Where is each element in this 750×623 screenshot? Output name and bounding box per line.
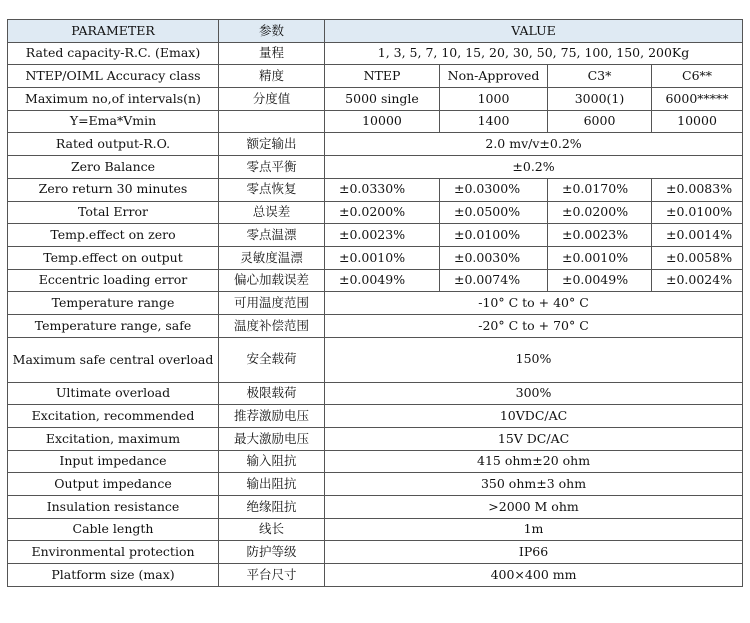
value-cell: 3000(1) — [548, 88, 652, 111]
value-cell: 10VDC/AC — [325, 405, 743, 428]
value-cell: ±0.0100% — [440, 224, 548, 247]
parameter-name-cn: 平台尺寸 — [219, 564, 325, 587]
value-cell: C6** — [652, 65, 743, 88]
parameter-name-cn: 零点恢复 — [219, 178, 325, 201]
parameter-name-cn: 灵敏度温漂 — [219, 246, 325, 269]
spec-row — [8, 428, 743, 451]
parameter-name-cn: 总误差 — [219, 201, 325, 224]
value-cell: ±0.0170% — [548, 178, 652, 201]
value-cell: -20° C to + 70° C — [325, 314, 743, 337]
spec-row — [8, 201, 743, 224]
spec-row — [8, 224, 743, 247]
spec-row — [8, 337, 743, 382]
spec-row — [8, 269, 743, 292]
parameter-name-cn: 温度补偿范围 — [219, 314, 325, 337]
spec-row — [8, 473, 743, 496]
parameter-name-cn: 零点温漂 — [219, 224, 325, 247]
parameter-name-cn — [219, 110, 325, 133]
spec-row — [8, 65, 743, 88]
parameter-name: Eccentric loading error — [8, 269, 219, 292]
parameter-name: Maximum no,of intervals(n) — [8, 88, 219, 111]
value-cell: 400×400 mm — [325, 564, 743, 587]
parameter-name: Maximum safe central overload — [8, 337, 219, 382]
parameter-name-cn: 量程 — [219, 42, 325, 65]
parameter-name: Total Error — [8, 201, 219, 224]
value-cell: 10000 — [325, 110, 440, 133]
spec-row — [8, 178, 743, 201]
value-cell: 300% — [325, 382, 743, 405]
value-cell: 2.0 mv/v±0.2% — [325, 133, 743, 156]
value-cell: 415 ohm±20 ohm — [325, 450, 743, 473]
value-cell: 150% — [325, 337, 743, 382]
spec-row — [8, 110, 743, 133]
spec-row — [8, 156, 743, 179]
spec-row — [8, 382, 743, 405]
parameter-name: Temperature range — [8, 292, 219, 315]
value-cell: ±0.0049% — [548, 269, 652, 292]
parameter-name-cn: 极限载荷 — [219, 382, 325, 405]
spec-row — [8, 405, 743, 428]
header-cn: 参数 — [219, 20, 325, 43]
parameter-name: Zero return 30 minutes — [8, 178, 219, 201]
parameter-name: Y=Ema*Vmin — [8, 110, 219, 133]
value-cell: ±0.0200% — [548, 201, 652, 224]
parameter-name: Input impedance — [8, 450, 219, 473]
value-cell: ±0.0083% — [652, 178, 743, 201]
spec-row — [8, 133, 743, 156]
parameter-name: Rated output-R.O. — [8, 133, 219, 156]
parameter-name-cn: 推荐激励电压 — [219, 405, 325, 428]
spec-table — [7, 19, 743, 587]
spec-row — [8, 496, 743, 519]
parameter-name: Temp.effect on output — [8, 246, 219, 269]
value-cell: 1m — [325, 518, 743, 541]
spec-row — [8, 450, 743, 473]
value-cell: ±0.0010% — [548, 246, 652, 269]
parameter-name-cn: 输入阻抗 — [219, 450, 325, 473]
value-cell: ±0.0300% — [440, 178, 548, 201]
spec-row — [8, 541, 743, 564]
parameter-name-cn: 精度 — [219, 65, 325, 88]
parameter-name: Ultimate overload — [8, 382, 219, 405]
spec-row — [8, 42, 743, 65]
parameter-name: Zero Balance — [8, 156, 219, 179]
header-row — [8, 20, 743, 43]
header-value: VALUE — [325, 20, 743, 43]
parameter-name: Cable length — [8, 518, 219, 541]
value-cell: ±0.0074% — [440, 269, 548, 292]
parameter-name-cn: 输出阻抗 — [219, 473, 325, 496]
spec-row — [8, 314, 743, 337]
value-cell: 6000 — [548, 110, 652, 133]
value-cell: >2000 M ohm — [325, 496, 743, 519]
parameter-name: Excitation, maximum — [8, 428, 219, 451]
value-cell: 10000 — [652, 110, 743, 133]
parameter-name-cn: 防护等级 — [219, 541, 325, 564]
parameter-name-cn: 可用温度范围 — [219, 292, 325, 315]
value-cell: ±0.0023% — [548, 224, 652, 247]
spec-row — [8, 564, 743, 587]
parameter-name: Rated capacity-R.C. (Emax) — [8, 42, 219, 65]
value-cell: ±0.0010% — [325, 246, 440, 269]
spec-table-body — [8, 20, 743, 587]
value-cell: 1000 — [440, 88, 548, 111]
spec-row — [8, 518, 743, 541]
value-cell: 5000 single — [325, 88, 440, 111]
value-cell: ±0.0200% — [325, 201, 440, 224]
parameter-name: Temp.effect on zero — [8, 224, 219, 247]
value-cell: ±0.2% — [325, 156, 743, 179]
spec-row — [8, 88, 743, 111]
value-cell: IP66 — [325, 541, 743, 564]
parameter-name-cn: 安全载荷 — [219, 337, 325, 382]
parameter-name: NTEP/OIML Accuracy class — [8, 65, 219, 88]
parameter-name: Insulation resistance — [8, 496, 219, 519]
value-cell: NTEP — [325, 65, 440, 88]
parameter-name: Environmental protection — [8, 541, 219, 564]
value-cell: ±0.0014% — [652, 224, 743, 247]
parameter-name: Temperature range, safe — [8, 314, 219, 337]
value-cell: 6000***** — [652, 88, 743, 111]
parameter-name-cn: 分度值 — [219, 88, 325, 111]
parameter-name-cn: 绝缘阻抗 — [219, 496, 325, 519]
parameter-name: Platform size (max) — [8, 564, 219, 587]
value-cell: 1, 3, 5, 7, 10, 15, 20, 30, 50, 75, 100, 150, 200Kg — [325, 42, 743, 65]
parameter-name-cn: 零点平衡 — [219, 156, 325, 179]
value-cell: ±0.0500% — [440, 201, 548, 224]
parameter-name: Output impedance — [8, 473, 219, 496]
value-cell: -10° C to + 40° C — [325, 292, 743, 315]
spec-row — [8, 246, 743, 269]
value-cell: ±0.0330% — [325, 178, 440, 201]
parameter-name-cn: 偏心加载误差 — [219, 269, 325, 292]
parameter-name-cn: 最大激励电压 — [219, 428, 325, 451]
value-cell: ±0.0100% — [652, 201, 743, 224]
parameter-name-cn: 线长 — [219, 518, 325, 541]
parameter-name-cn: 额定输出 — [219, 133, 325, 156]
spec-row — [8, 292, 743, 315]
value-cell: ±0.0058% — [652, 246, 743, 269]
value-cell: 1400 — [440, 110, 548, 133]
value-cell: 350 ohm±3 ohm — [325, 473, 743, 496]
header-parameter: PARAMETER — [8, 20, 219, 43]
value-cell: ±0.0030% — [440, 246, 548, 269]
value-cell: ±0.0049% — [325, 269, 440, 292]
value-cell: C3* — [548, 65, 652, 88]
value-cell: ±0.0023% — [325, 224, 440, 247]
value-cell: ±0.0024% — [652, 269, 743, 292]
value-cell: Non-Approved — [440, 65, 548, 88]
parameter-name: Excitation, recommended — [8, 405, 219, 428]
value-cell: 15V DC/AC — [325, 428, 743, 451]
